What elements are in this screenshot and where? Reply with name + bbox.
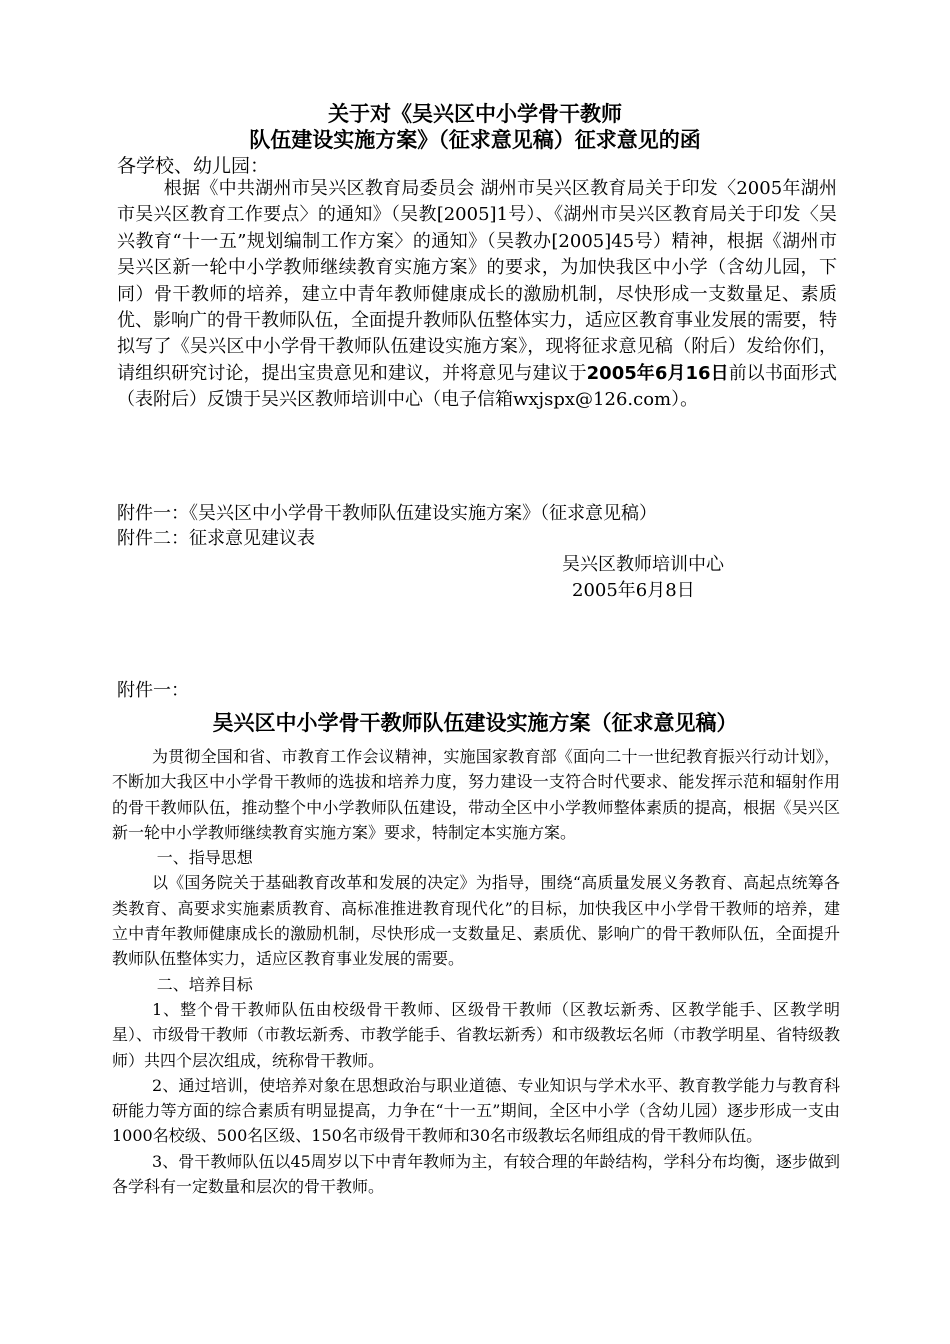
target-item-3: 3、骨干教师队伍以45周岁以下中青年教师为主，有较合理的年龄结构，学科分布均衡，逐步做到各学科有一定数量和层次的骨干教师。: [112, 1151, 840, 1197]
signature-date: 2005年6月8日: [572, 580, 695, 601]
letter-paragraph-part1: 根据《中共湖州市吴兴区教育局委员会 湖州市吴兴区教育局关于印发〈2005年湖州市吴兴区教育工作要点〉的通知》（吴教[2005]1号）、《湖州市吴兴区教育局关于印发〈吴兴教育“十一五”规划编制工作方案〉的通知》（吴教办[2005]45号）精神，根据《湖州市吴兴区新一轮中小学教师继续教育实施方案》的要求，为加快我区中小学（含幼儿园，下同）骨干教师的培养，建立中青年教师健康成长的激励机制，尽快形成一支数量足、素质优、影响广的骨干教师队伍，全面提升教师队伍整体实力，适应区教育事业发展的需要，特拟写了《吴兴区中小学骨干教师队伍建设实施方案》，现将征求意见稿（附后）发给你们，请组织研究讨论，提出宝贵意见和建议，并将意见与建议于: [117, 178, 837, 384]
target-item-1: 1、整个骨干教师队伍由校级骨干教师、区级骨干教师（区教坛新秀、区教学能手、区教学明星）、市级骨干教师（市教坛新秀、市教学能手、省教坛新秀）和市级教坛名师（市教学明星、省特级教师）共四个层次组成，统称骨干教师。: [112, 999, 841, 1070]
letter-paragraph-part2: 前以书面形式（表附后）反馈于吴兴区教师培训中心（电子信箱wxjspx@126.com）。: [117, 362, 838, 411]
section2-heading: 二、培养目标: [156, 974, 253, 994]
letter-title-line2: 队伍建设实施方案》（征求意见稿）征求意见的函: [249, 128, 701, 152]
letter-paragraph: [117, 176, 837, 414]
feedback-deadline: 2005年6月16日: [586, 362, 729, 384]
section1-heading: 一、指导思想: [156, 848, 253, 868]
letter-salutation: 各学校、幼儿园：: [117, 155, 270, 177]
target-item-2: 2、通过培训，使培养对象在思想政治与职业道德、专业知识与学术水平、教育教学能力与教育科研能力等方面的综合素质有明显提高，力争在“十一五”期间，全区中小学（含幼儿园）逐步形成一支由1000名校级、500名区级、150名市级骨干教师和30名市级教坛名师组成的骨干教师队伍。: [112, 1075, 840, 1146]
signature-org: 吴兴区教师培训中心: [562, 554, 724, 575]
letter-title-line1: 关于对《吴兴区中小学骨干教师: [328, 102, 622, 126]
plan-attachment-label: 附件一：: [117, 680, 189, 701]
plan-intro: 为贯彻全国和省、市教育工作会议精神，实施国家教育部《面向二十一世纪教育振兴行动计划》，不断加大我区中小学骨干教师的选拔和培养力度，努力建设一支符合时代要求、能发挥示范和辐射作用的骨干教师队伍，推动整个中小学教师队伍建设，带动全区中小学教师整体素质的提高，根据《吴兴区新一轮中小学教师继续教育实施方案》要求，特制定本实施方案。: [112, 747, 840, 842]
attachment-1-line: 附件一：《吴兴区中小学骨干教师队伍建设实施方案》（征求意见稿）: [117, 503, 657, 524]
plan-body: [112, 744, 840, 1199]
letter-body: [117, 176, 837, 414]
section1-text: 以《国务院关于基础教育改革和发展的决定》为指导，围绕“高质量发展义务教育、高起点统筹各类教育、高要求实施素质教育、高标准推进教育现代化”的目标，加快我区中小学骨干教师的培养，建立中青年教师健康成长的激励机制，尽快形成一支数量足、素质优、影响广的骨干教师队伍，全面提升教师队伍整体实力，适应区教育事业发展的需要。: [112, 873, 840, 969]
attachment-2-line: 附件二：征求意见建议表: [117, 528, 315, 549]
plan-title: 吴兴区中小学骨干教师队伍建设实施方案（征求意见稿）: [212, 711, 738, 735]
